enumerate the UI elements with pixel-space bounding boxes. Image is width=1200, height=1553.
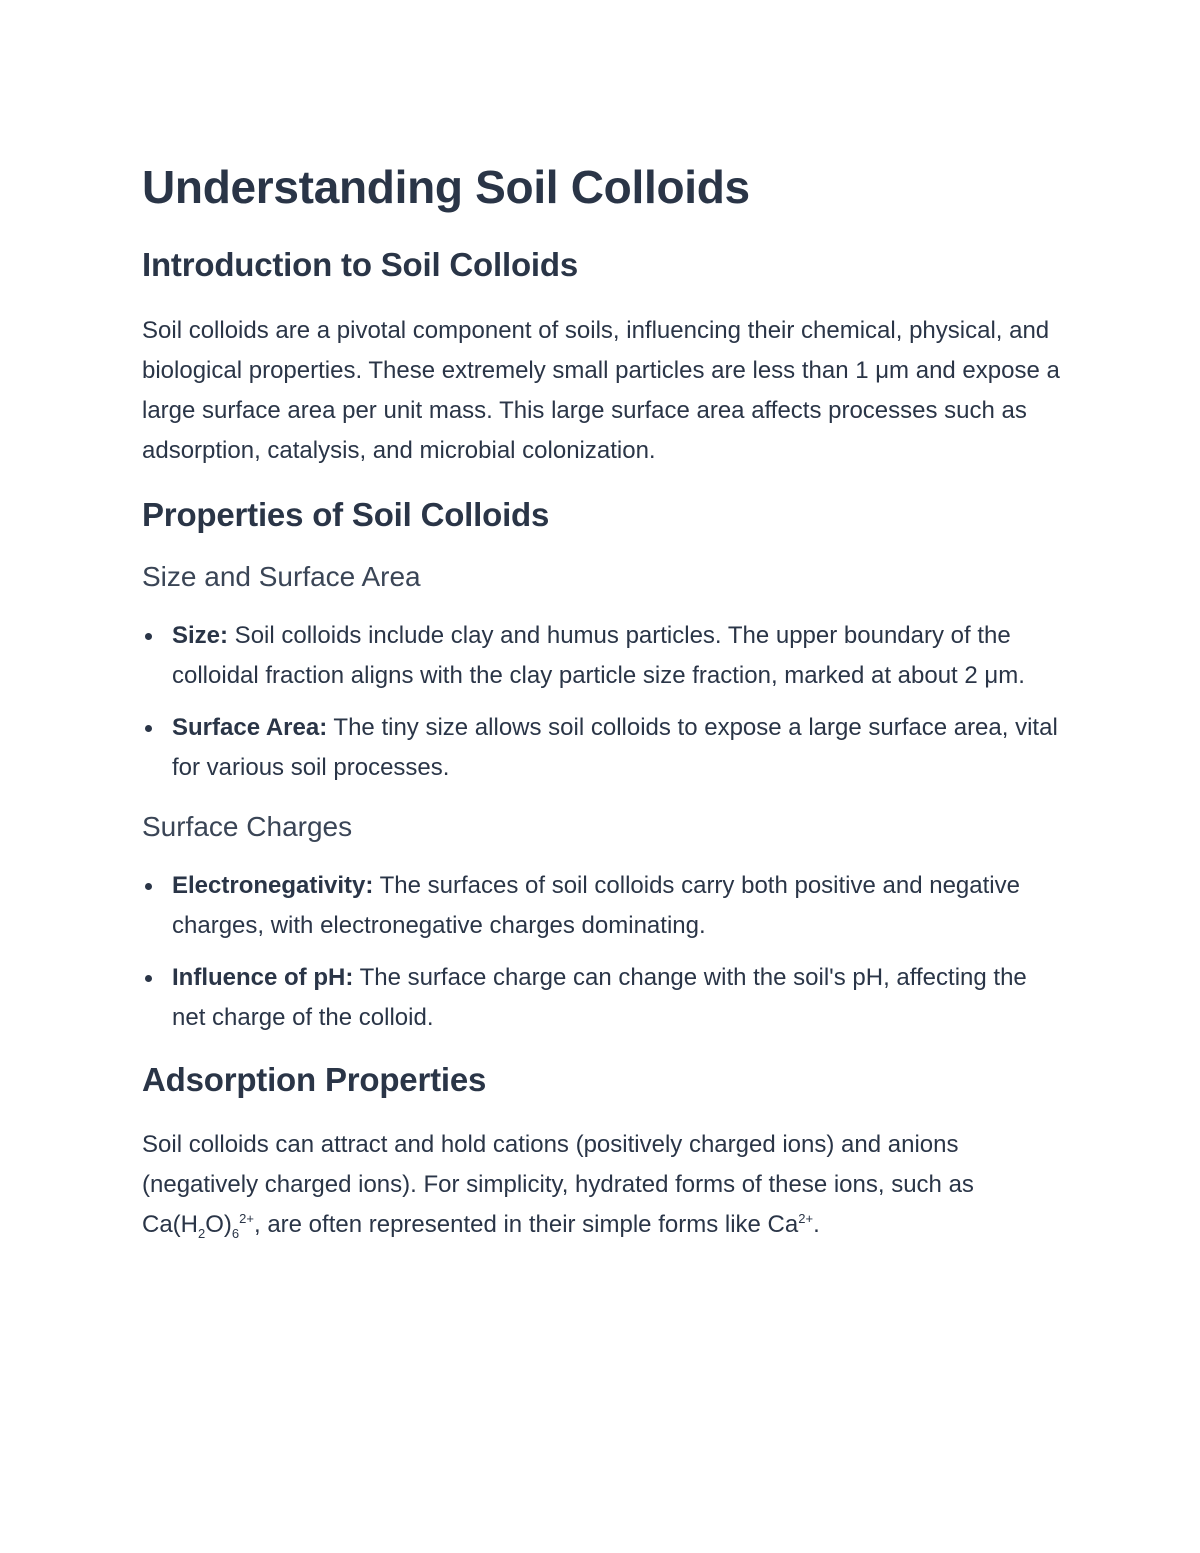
section-heading-adsorption: Adsorption Properties: [142, 1060, 487, 1098]
list-item: [142, 958, 1062, 1038]
adsorption-text: , are often represented in their simple forms like Ca: [253, 1211, 799, 1239]
subsection-heading-size: Size and Surface Area: [142, 561, 421, 593]
list-item-term: Surface Area:: [172, 713, 328, 741]
list-item-text: The surface charge can change with the soil's pH, affecting the net charge of the colloid.: [172, 963, 1027, 1031]
adsorption-paragraph: [142, 1125, 1062, 1245]
list-item-term: Electronegativity:: [172, 871, 374, 899]
superscript: 2+: [798, 1211, 814, 1227]
list-item: [142, 866, 1062, 946]
adsorption-text: O): [205, 1211, 232, 1239]
introduction-paragraph: Soil colloids are a pivotal component of soils, influencing their chemical, physical, and biological properties. These extremely small particles are less than 1 μm and expose a large surface area per unit mass. This large surface area affects processes such as adsorption, catalysis, and microbial colonization.: [142, 316, 1060, 464]
list-item-term: Size:: [172, 621, 229, 649]
section-heading-introduction: Introduction to Soil Colloids: [142, 246, 578, 284]
section-heading-properties: Properties of Soil Colloids: [142, 495, 550, 533]
size-list: [142, 616, 1062, 788]
subscript: 2: [198, 1225, 206, 1241]
document-title: Understanding Soil Colloids: [142, 161, 750, 213]
list-item-term: Influence of pH:: [172, 963, 354, 991]
document-page: [142, 160, 1062, 1269]
superscript: 2+: [239, 1211, 254, 1227]
list-item-text: Soil colloids include clay and humus particles. The upper boundary of the colloidal fraction aligns with the clay particle size fraction, marked at about 2 μm.: [172, 621, 1025, 689]
list-item: [142, 708, 1062, 788]
list-item-text: The tiny size allows soil colloids to expose a large surface area, vital for various soil processes.: [172, 713, 1058, 781]
subscript: 6: [231, 1225, 240, 1241]
charges-list: [142, 866, 1062, 1038]
subsection-heading-charges: Surface Charges: [142, 810, 353, 842]
list-item-text: The surfaces of soil colloids carry both positive and negative charges, with electronegative charges dominating.: [172, 871, 1020, 939]
list-item: [142, 616, 1062, 696]
adsorption-text: .: [813, 1211, 820, 1239]
adsorption-text: Soil colloids can attract and hold cations (positively charged ions) and anions (negatively charged ions). For simplicity, hydrated forms of these ions, such as Ca(H: [142, 1131, 974, 1239]
